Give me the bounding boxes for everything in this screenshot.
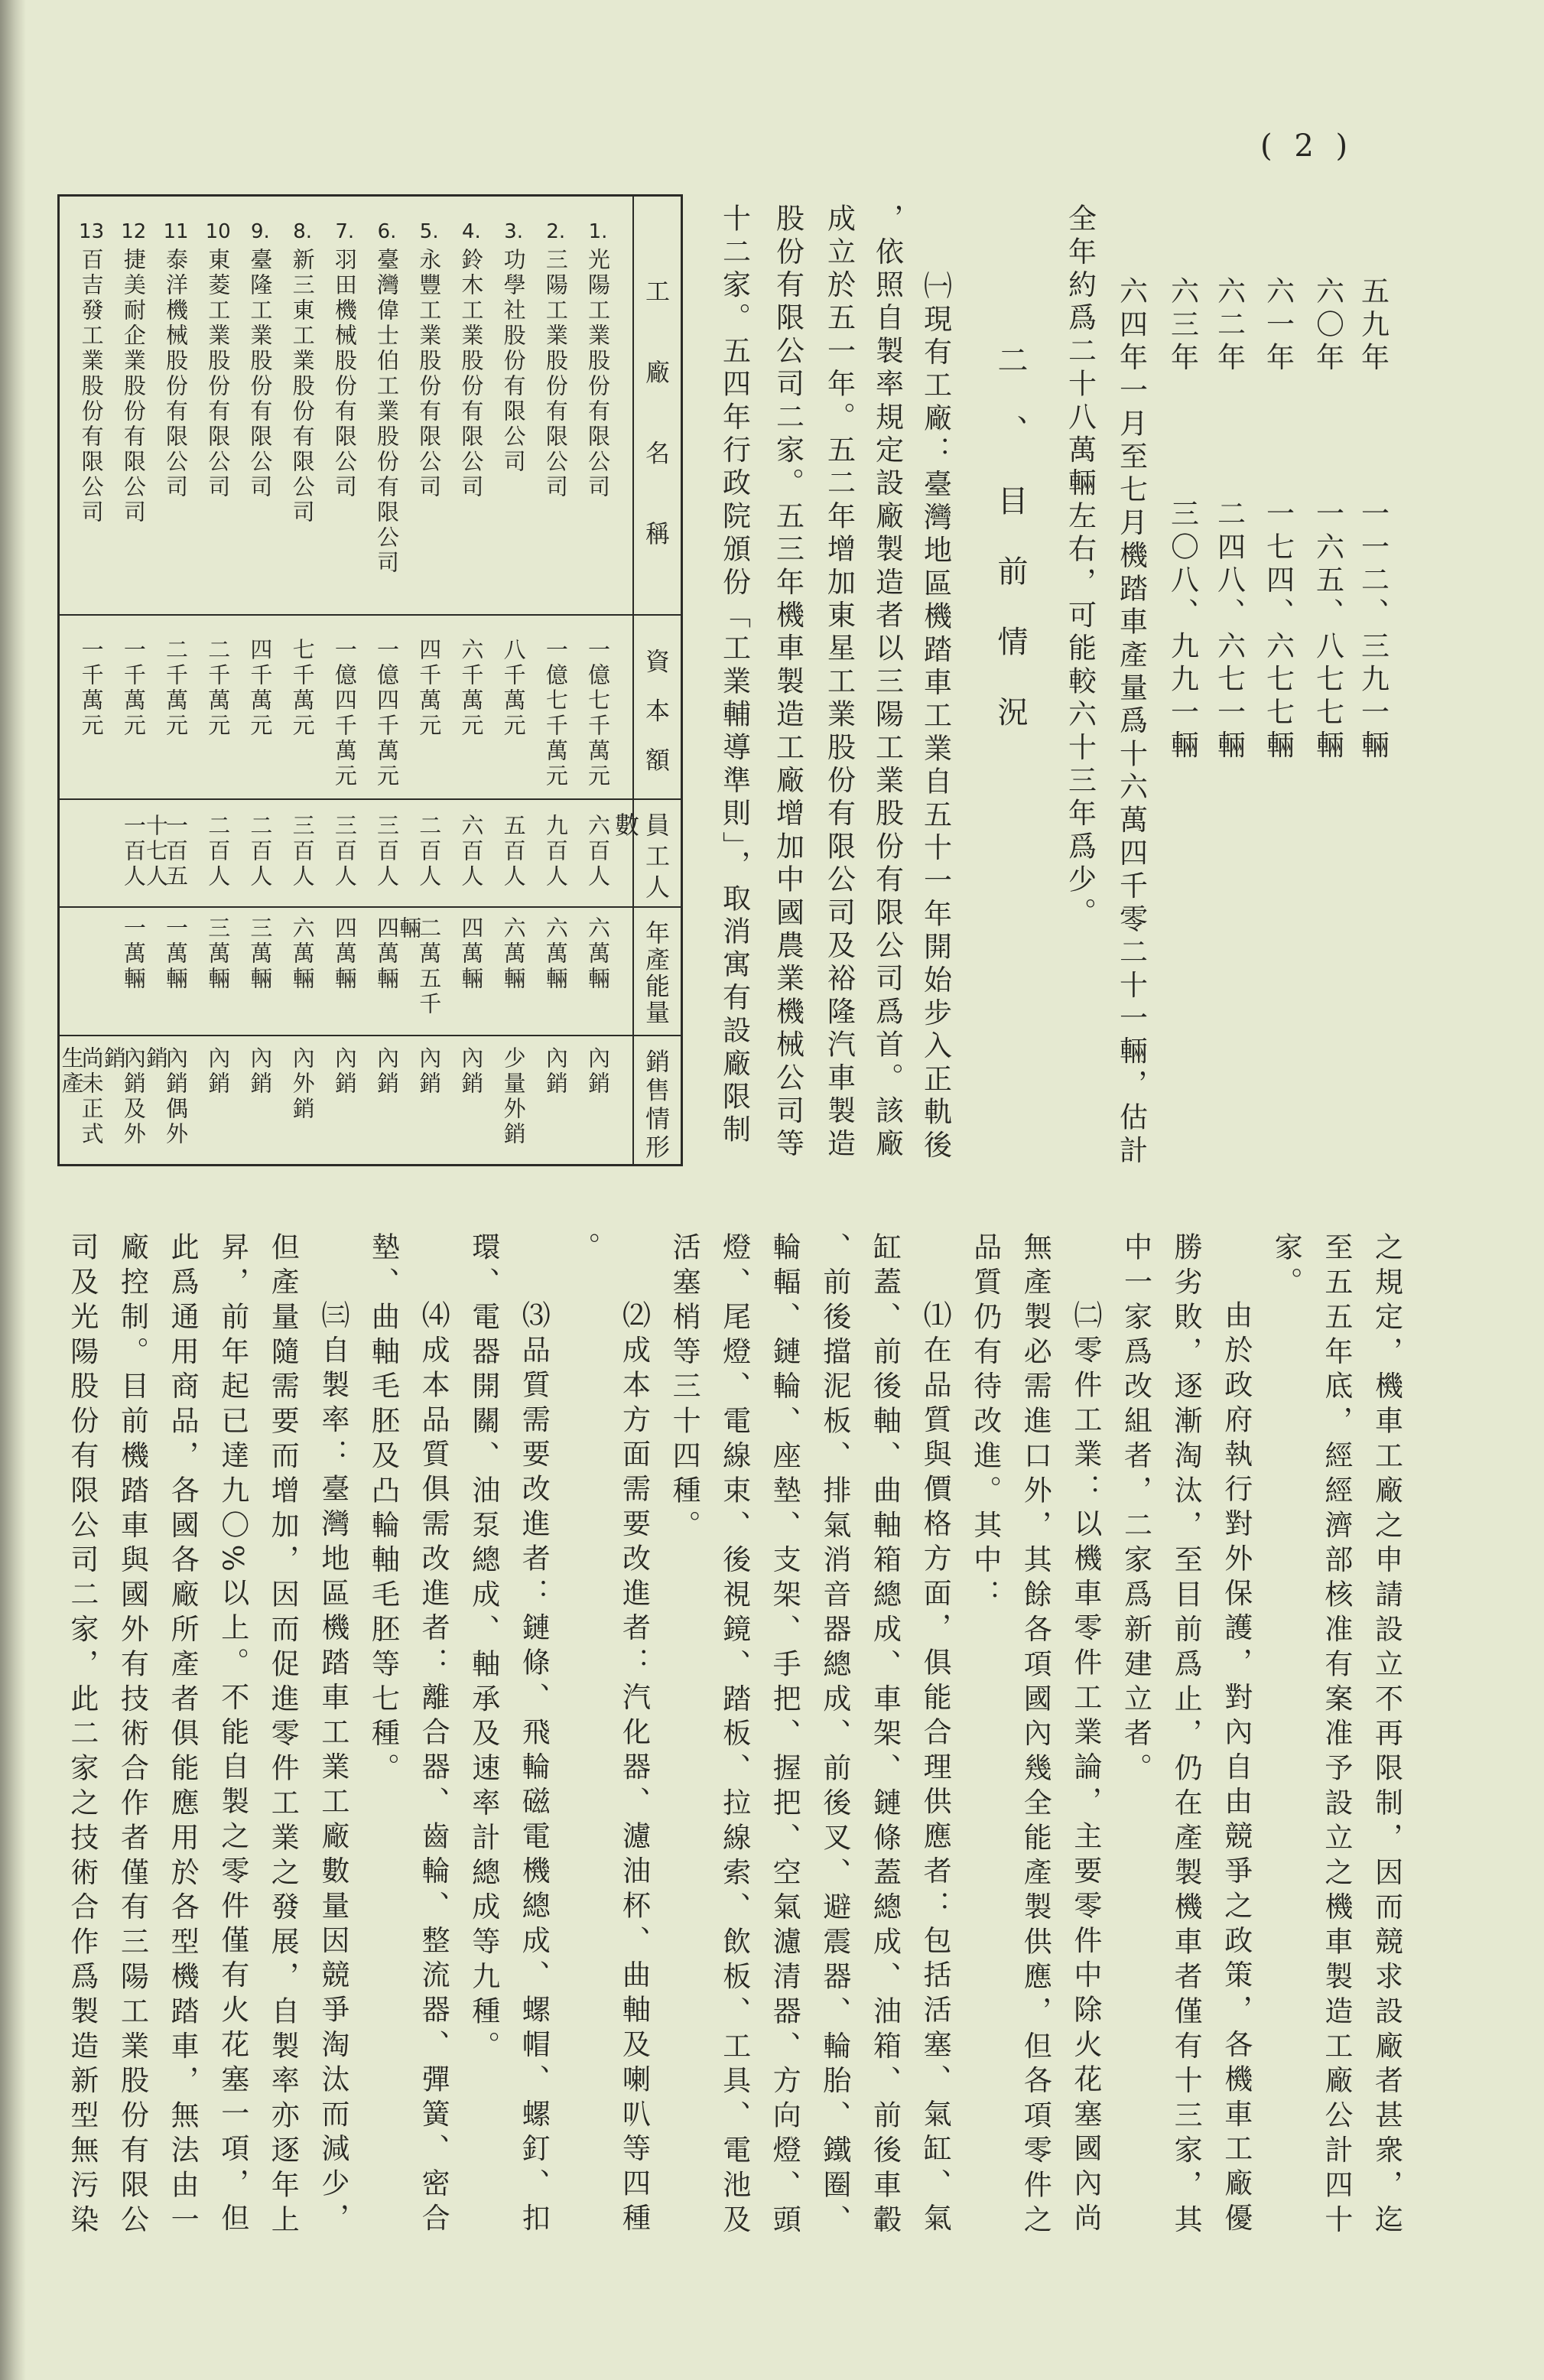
table-cell-name: 泰洋機械股份有限公司 xyxy=(163,248,189,500)
table-cell-capacity: 四萬輛 xyxy=(374,916,400,992)
table-cell-employees: 一百人 xyxy=(120,814,147,889)
section-heading: 二、目前情況 xyxy=(993,344,1028,766)
paragraph-line: 燈、尾燈、電線束、後視鏡、踏板、拉線索、飲板、工具、電池及 xyxy=(717,1232,751,2239)
table-row-number: 11 xyxy=(163,220,189,243)
paragraph-line: 環、電器開關、油泵總成、軸承及速率計總成等九種。 xyxy=(466,1232,500,2066)
table-cell-sales: 內外銷 xyxy=(289,1046,316,1122)
table-cell-employees: 六百人 xyxy=(585,814,611,889)
paragraph-line: 、前後擋泥板、排氣消音器總成、前後叉、避震器、輪胎、鐵圈、 xyxy=(818,1232,851,2239)
table-cell-name: 永豐工業股份有限公司 xyxy=(416,248,443,500)
paragraph-line: 昇，前年起已達九〇%以上。不能自製之零件僅有火花塞一項，但 xyxy=(216,1232,249,2238)
production-year: 六三年 xyxy=(1165,276,1199,376)
table-cell-name: 功學社股份有限公司 xyxy=(500,248,527,475)
table-cell-capacity: 四萬輛 xyxy=(458,916,485,992)
table-cell-capital: 一億七千萬元 xyxy=(585,638,611,789)
table-cell-sales: 內銷 xyxy=(247,1046,274,1097)
table-cell-capacity: 六萬輛 xyxy=(289,916,316,992)
table-cell-name: 東菱工業股份有限公司 xyxy=(205,248,232,500)
table-header-divider xyxy=(632,194,634,1166)
table-row-divider xyxy=(57,798,683,800)
production-units: 一六五、八七七輛 xyxy=(1311,499,1344,763)
table-cell-capacity: 六萬輛 xyxy=(542,916,569,992)
table-cell-name: 光陽工業股份有限公司 xyxy=(585,248,611,500)
table-cell-capital: 一千萬元 xyxy=(120,638,147,739)
paragraph-line: 墊、曲軸毛胚及凸輪軸毛胚等七種。 xyxy=(366,1232,400,1788)
paragraph-line: 司及光陽股份有限公司二家，此二家之技術合作爲製造新型無污染 xyxy=(65,1232,99,2239)
table-row-number: 9. xyxy=(250,220,270,243)
table-row-number: 13 xyxy=(79,220,105,243)
table-cell-capacity: 三萬輛 xyxy=(247,916,274,992)
table-cell-sales: 內銷 xyxy=(331,1046,358,1097)
table-cell-employees: 三百人 xyxy=(374,814,400,889)
table-cell-employees: 三百人 xyxy=(331,814,358,889)
paragraph-line: 股份有限公司二家。五三年機車製造工廠增加中國農業機械公司等 xyxy=(771,203,805,1162)
table-row-number: 1. xyxy=(588,220,608,243)
table-cell-sales: 內銷 xyxy=(458,1046,485,1097)
paragraph-line: ⑴在品質與價格方面，俱能合理供應者：包括活塞、氣缸、氣 xyxy=(918,1300,952,2238)
page-number: ( 2 ) xyxy=(1260,128,1354,164)
table-row-number: 3. xyxy=(504,220,523,243)
table-row-number: 8. xyxy=(293,220,312,243)
table-cell-capacity: 六萬輛 xyxy=(585,916,611,992)
paragraph-line: 廠控制。目前機踏車與國外有技術合作者僅有三陽工業股份有限公 xyxy=(115,1232,149,2239)
paragraph-line: ，依照自製率規定設廠製造者以三陽工業股份有限公司爲首。該廠 xyxy=(870,203,904,1162)
table-row-number: 10 xyxy=(205,220,231,243)
table-cell-sales: 內銷 xyxy=(374,1046,400,1097)
table-cell-capital: 一億七千萬元 xyxy=(542,638,569,789)
table-row-divider xyxy=(57,1035,683,1036)
table-header-cell: 工廠名稱 xyxy=(642,278,671,545)
paragraph-line: 但產量隨需要而增加，因而促進零件工業之發展，自製率亦逐年上 xyxy=(266,1232,300,2239)
table-cell-sales: 內銷及外銷 xyxy=(100,1046,147,1147)
table-cell-capital: 四千萬元 xyxy=(247,638,274,739)
paragraph-line: 輪輻、鏈輪、座墊、支架、手把、握把、空氣濾清器、方向燈、頭 xyxy=(768,1232,801,2239)
table-cell-employees: 二百人 xyxy=(247,814,274,889)
table-cell-capital: 一億四千萬元 xyxy=(374,638,400,789)
table-header-cell: 年產能量 xyxy=(642,920,671,1024)
paragraph-line: ㈠現有工廠：臺灣地區機踏車工業自五十一年開始步入正軌後 xyxy=(918,271,952,1163)
paragraph-line: ⑵成本方面需要改進者：汽化器、濾油杯、曲軸及喇叭等四種 xyxy=(617,1300,651,2238)
production-units: 一七四、六七七輛 xyxy=(1261,499,1295,763)
paragraph-line: 。 xyxy=(567,1232,600,1267)
table-cell-employees: 六百人 xyxy=(458,814,485,889)
paragraph-line: 活塞梢等三十四種。 xyxy=(668,1232,701,1545)
table-cell-name: 捷美耐企業股份有限公司 xyxy=(120,248,147,525)
paragraph-line: ㈢自製率：臺灣地區機踏車工業工廠數量因競爭淘汰而減少， xyxy=(316,1300,349,2238)
production-year: 五九年 xyxy=(1356,276,1390,376)
paragraph-line: 勝劣敗，逐漸淘汰，至目前爲止，仍在產製機車者僅有十三家，其 xyxy=(1169,1232,1203,2239)
table-cell-employees: 二百人 xyxy=(205,814,232,889)
table-header-cell: 員工人數 xyxy=(611,812,671,899)
table-cell-capital: 一千萬元 xyxy=(78,638,105,739)
paragraph-line: 無產製必需進口外，其餘各項國內幾全能產製供應，但各項零件之 xyxy=(1019,1232,1052,2239)
paragraph-line: 家。 xyxy=(1269,1232,1303,1302)
table-cell-sales: 內銷 xyxy=(416,1046,443,1097)
table-cell-sales: 少量外銷 xyxy=(500,1046,527,1147)
table-row-number: 5. xyxy=(419,220,439,243)
table-cell-capacity: 二萬五千輛 xyxy=(396,916,443,1017)
table-cell-sales: 尚未正式生產 xyxy=(58,1046,105,1147)
table-cell-capacity: 四萬輛 xyxy=(331,916,358,992)
table-cell-name: 三陽工業股份有限公司 xyxy=(542,248,569,500)
production-year: 六〇年 xyxy=(1311,276,1344,376)
production-units: 一一二、三九一輛 xyxy=(1356,499,1390,763)
table-cell-name: 鈴木工業股份有限公司 xyxy=(458,248,485,500)
table-row-number: 2. xyxy=(546,220,566,243)
table-cell-capacity: 一萬輛 xyxy=(163,916,189,992)
table-cell-employees: 一百五十七人 xyxy=(143,814,189,889)
paragraph-line: 成立於五一年。五二年增加東星工業股份有限公司及裕隆汽車製造 xyxy=(822,203,856,1162)
production-units: 二四八、六七一輛 xyxy=(1212,499,1246,763)
table-cell-capital: 七千萬元 xyxy=(289,638,316,739)
table-header-cell: 資本額 xyxy=(642,649,671,772)
summary-line: 六四年一月至七月機踏車產量爲十六萬四千零二十一輛，估計 xyxy=(1114,276,1148,1169)
table-cell-sales: 內銷 xyxy=(542,1046,569,1097)
table-cell-capital: 二千萬元 xyxy=(205,638,232,739)
table-cell-name: 百吉發工業股份有限公司 xyxy=(78,248,105,525)
table-cell-capacity: 一萬輛 xyxy=(120,916,147,992)
production-year: 六二年 xyxy=(1212,276,1246,376)
table-cell-capital: 四千萬元 xyxy=(416,638,443,739)
table-cell-employees: 九百人 xyxy=(542,814,569,889)
table-row-number: 7. xyxy=(335,220,355,243)
table-cell-capital: 一億四千萬元 xyxy=(331,638,358,789)
table-cell-sales: 內銷 xyxy=(205,1046,232,1097)
paragraph-line: ⑶品質需要改進者：鏈條、飛輪磁電機總成、螺帽、螺釘、扣 xyxy=(517,1300,551,2238)
paragraph-line: 之規定，機車工廠之申請設立不再限制，因而競求設廠者甚衆，迄 xyxy=(1370,1232,1403,2239)
paragraph-line: 品質仍有待改進。其中： xyxy=(968,1232,1002,1614)
table-cell-employees: 二百人 xyxy=(416,814,443,889)
table-row-divider xyxy=(57,906,683,908)
paragraph-line: 缸蓋、前後軸、曲軸箱總成、車架、鏈條蓋總成、油箱、前後車轂 xyxy=(868,1232,902,2239)
paragraph-line: 由於政府執行對外保護，對內自由競爭之政策，各機車工廠優 xyxy=(1219,1300,1253,2238)
paragraph-line: 至五五年底，經經濟部核准有案准予設立之機車製造工廠公計四十 xyxy=(1319,1232,1353,2239)
table-cell-name: 臺灣偉士伯工業股份有限公司 xyxy=(374,248,400,576)
production-units: 三〇八、九九一輛 xyxy=(1165,499,1199,763)
table-cell-sales: 內銷偶外銷 xyxy=(143,1046,189,1147)
paragraph-line: 中一家爲改組者，二家爲新建立者。 xyxy=(1119,1232,1152,1788)
page-binding-edge xyxy=(0,0,26,2380)
table-row-number: 4. xyxy=(461,220,481,243)
table-cell-capital: 二千萬元 xyxy=(163,638,189,739)
table-cell-name: 羽田機械股份有限公司 xyxy=(331,248,358,500)
table-row-number: 6. xyxy=(377,220,397,243)
table-cell-employees: 三百人 xyxy=(289,814,316,889)
table-cell-sales: 內銷 xyxy=(585,1046,611,1097)
table-header-cell: 銷售情形 xyxy=(642,1049,671,1159)
table-row-number: 12 xyxy=(121,220,147,243)
table-cell-capital: 六千萬元 xyxy=(458,638,485,739)
paragraph-line: 此爲通用商品，各國各廠所產者俱能應用於各型機踏車，無法由一 xyxy=(166,1232,200,2239)
summary-line: 全年約爲二十八萬輛左右，可能較六十三年爲少。 xyxy=(1063,203,1097,931)
paragraph-line: ㈡零件工業：以機車零件工業論，主要零件中除火花塞國內尚 xyxy=(1068,1300,1102,2238)
table-cell-capacity: 三萬輛 xyxy=(205,916,232,992)
production-year: 六一年 xyxy=(1261,276,1295,376)
table-row-divider xyxy=(57,614,683,616)
table-cell-name: 臺隆工業股份有限公司 xyxy=(247,248,274,500)
table-cell-employees: 五百人 xyxy=(500,814,527,889)
table-cell-name: 新三東工業股份有限公司 xyxy=(289,248,316,525)
table-cell-capacity: 六萬輛 xyxy=(500,916,527,992)
table-cell-capital: 八千萬元 xyxy=(500,638,527,739)
paragraph-line: ⑷成本品質俱需改進者：離合器、齒輪、整流器、彈簧、密合 xyxy=(417,1300,450,2238)
paragraph-line: 十二家。五四年行政院頒份「工業輔導準則」，取消寓有設廠限制 xyxy=(717,203,751,1148)
